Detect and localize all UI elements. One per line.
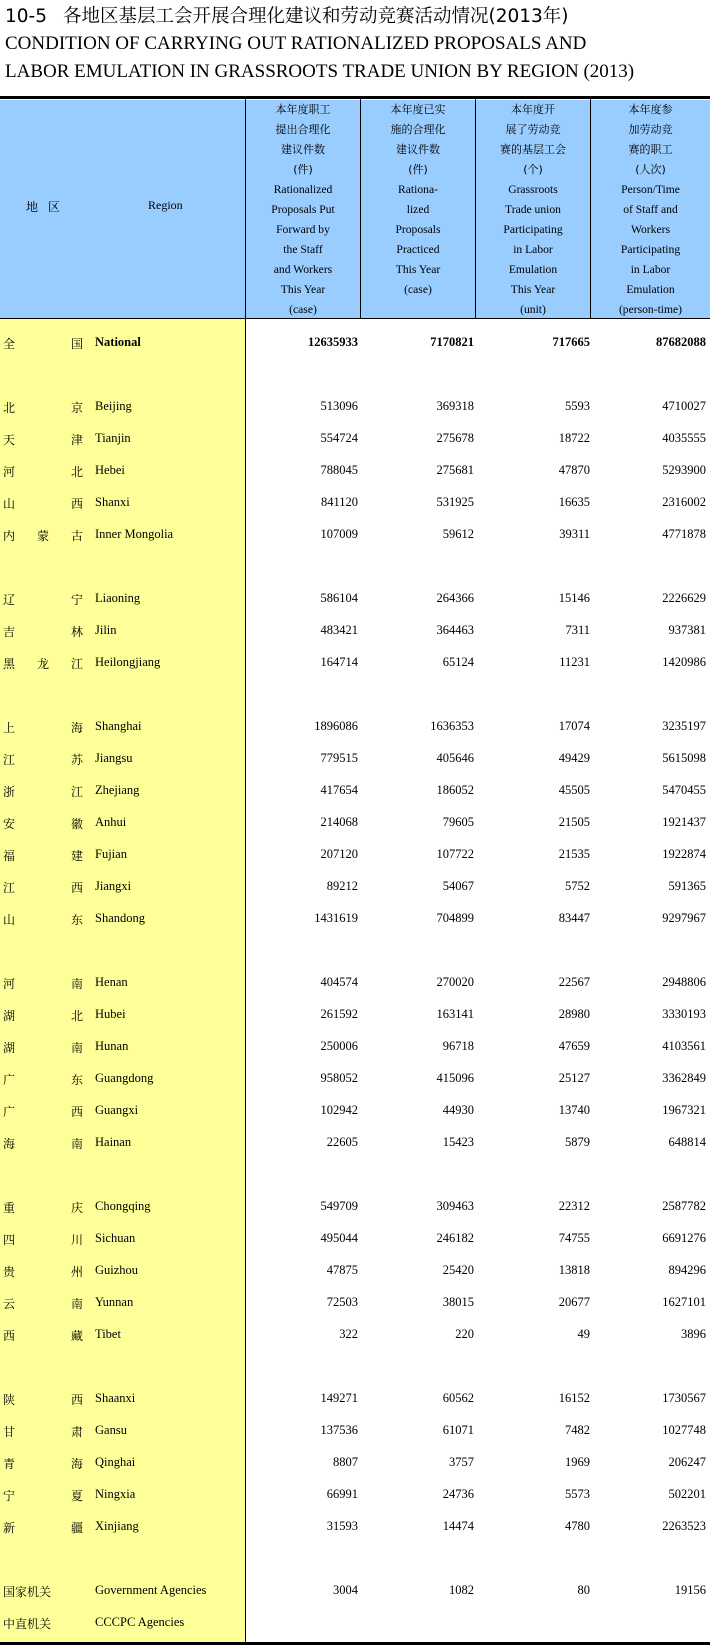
value-cell: 250006 [320, 1039, 358, 1053]
region-name-cn: 国 家 机 关 [3, 1585, 52, 1599]
value-cell: 21505 [558, 815, 590, 829]
header-col-en-line: in Labor [513, 243, 553, 256]
value-cell: 47875 [326, 1263, 358, 1277]
title-chinese-text: 各地区基层工会开展合理化建议和劳动竞赛活动情况(2013年) [63, 6, 569, 27]
value-cell: 54067 [442, 879, 474, 893]
value-cell: 4780 [565, 1519, 590, 1533]
table-row [0, 1224, 710, 1256]
value-cell: 19156 [674, 1583, 706, 1597]
value-cell: 1420986 [662, 655, 706, 669]
table-row [0, 744, 710, 776]
region-name-en: Tibet [95, 1327, 121, 1341]
value-cell: 5879 [565, 1135, 590, 1149]
header-col-en-line: Emulation [626, 283, 675, 296]
value-cell: 66991 [326, 1487, 358, 1501]
region-name-en: Guangdong [95, 1071, 154, 1085]
table-row [0, 1256, 710, 1288]
value-cell: 404574 [320, 975, 358, 989]
value-cell: 59612 [442, 527, 474, 541]
region-name-en: Hainan [95, 1135, 132, 1149]
value-cell: 16635 [558, 495, 590, 509]
value-cell: 49 [577, 1327, 590, 1341]
region-name-en: Heilongjiang [95, 655, 161, 669]
table-number: 10-5 [5, 6, 47, 27]
header-col-en-line: Proposals [395, 223, 441, 236]
value-cell: 4710027 [662, 399, 706, 413]
region-name-en: CCCPC Agencies [95, 1615, 185, 1629]
region-name-en: Hebei [95, 463, 125, 477]
region-name-cn: 海 南 [3, 1137, 83, 1151]
region-name-en: Xinjiang [95, 1519, 139, 1533]
table-row [0, 456, 710, 488]
value-cell: 87682088 [656, 335, 706, 349]
header-col-en-line: (case) [404, 283, 432, 296]
region-name-cn: 全 国 [3, 337, 83, 351]
value-cell: 1082 [449, 1583, 474, 1597]
region-name-en: Jiangsu [95, 751, 133, 765]
value-cell: 1636353 [430, 719, 474, 733]
value-cell: 3004 [333, 1583, 358, 1597]
value-cell: 45505 [558, 783, 590, 797]
region-name-cn: 山 西 [3, 497, 83, 511]
value-cell: 61071 [442, 1423, 474, 1437]
region-name-cn: 江 西 [3, 881, 83, 895]
column-divider [360, 96, 361, 318]
region-name-en: Shanghai [95, 719, 142, 733]
value-cell: 102942 [320, 1103, 358, 1117]
region-name-cn: 新 疆 [3, 1521, 83, 1535]
region-name-cn: 甘 肃 [3, 1425, 83, 1439]
region-name-cn: 湖 南 [3, 1041, 83, 1055]
value-cell: 15146 [558, 591, 590, 605]
region-name-cn: 辽 宁 [3, 593, 83, 607]
region-name-cn: 上 海 [3, 721, 83, 735]
header-col-en-line: Rationa- [398, 183, 438, 196]
table-row [0, 1288, 710, 1320]
value-cell: 483421 [320, 623, 358, 637]
value-cell: 220 [455, 1327, 474, 1341]
region-name-en: Jilin [95, 623, 117, 637]
table-row [0, 1000, 710, 1032]
value-cell: 495044 [320, 1231, 358, 1245]
table-row [0, 1128, 710, 1160]
region-name-en: Zhejiang [95, 783, 140, 797]
title-english-line-1: CONDITION OF CARRYING OUT RATIONALIZED PROPOSALS AND [5, 33, 587, 54]
value-cell: 11231 [559, 655, 590, 669]
value-cell: 246182 [436, 1231, 474, 1245]
table-row [0, 1448, 710, 1480]
region-name-en: Henan [95, 975, 128, 989]
value-cell: 2948806 [662, 975, 706, 989]
value-cell: 788045 [320, 463, 358, 477]
value-cell: 7170821 [430, 335, 474, 349]
value-cell: 25420 [442, 1263, 474, 1277]
value-cell: 1730567 [662, 1391, 706, 1405]
region-name-en: Guizhou [95, 1263, 139, 1277]
value-cell: 186052 [436, 783, 474, 797]
value-cell: 5615098 [662, 751, 706, 765]
region-name-en: Chongqing [95, 1199, 151, 1213]
value-cell: 1896086 [314, 719, 358, 733]
table-row [0, 840, 710, 872]
header-col-workers-participating [591, 100, 710, 318]
table-row [0, 424, 710, 456]
header-col-cn-line: (个) [523, 163, 543, 176]
value-cell: 39311 [559, 527, 590, 541]
value-cell: 841120 [320, 495, 358, 509]
value-cell: 72503 [326, 1295, 358, 1309]
title-english-line-2: LABOR EMULATION IN GRASSROOTS TRADE UNION BY REGION (2013) [5, 61, 635, 82]
region-name-cn: 安 徽 [3, 817, 83, 831]
value-cell: 4103561 [662, 1039, 706, 1053]
header-col-cn-line: 赛的职工 [628, 143, 673, 156]
value-cell: 937381 [668, 623, 706, 637]
header-col-en-line: Emulation [508, 263, 558, 276]
region-name-cn: 重 庆 [3, 1201, 83, 1215]
region-name-cn: 湖 北 [3, 1009, 83, 1023]
value-cell: 417654 [320, 783, 358, 797]
table-row [0, 1512, 710, 1544]
value-cell: 2316002 [662, 495, 706, 509]
value-cell: 137536 [320, 1423, 358, 1437]
header-col-cn-line: 本年度参 [628, 103, 673, 116]
value-cell: 4035555 [662, 431, 706, 445]
header-region-en: Region [148, 198, 183, 212]
value-cell: 958052 [320, 1071, 358, 1085]
region-name-cn: 中 直 机 关 [3, 1617, 52, 1631]
value-cell: 1921437 [662, 815, 706, 829]
value-cell: 591365 [668, 879, 706, 893]
value-cell: 3330193 [662, 1007, 706, 1021]
table-row [0, 1320, 710, 1352]
header-col-en-line: Trade union [505, 203, 561, 216]
table-row [0, 872, 710, 904]
region-name-en: Shaanxi [95, 1391, 136, 1405]
value-cell: 364463 [436, 623, 474, 637]
value-cell: 79605 [442, 815, 474, 829]
value-cell: 83447 [558, 911, 590, 925]
header-region-cn: 地区 [26, 200, 71, 214]
value-cell: 5593 [565, 399, 590, 413]
value-cell: 31593 [326, 1519, 358, 1533]
value-cell: 107009 [320, 527, 358, 541]
region-name-en: Inner Mongolia [95, 527, 174, 541]
header-col-en-line: Rationalized [273, 183, 333, 196]
value-cell: 3362849 [662, 1071, 706, 1085]
region-name-cn: 山 东 [3, 913, 83, 927]
value-cell: 1027748 [662, 1423, 706, 1437]
header-col-en-line: Proposals Put [271, 203, 335, 216]
region-name-en: Hunan [95, 1039, 129, 1053]
header-col-cn-line: 本年度已实 [390, 103, 446, 116]
value-cell: 2263523 [662, 1519, 706, 1533]
value-cell: 149271 [320, 1391, 358, 1405]
value-cell: 264366 [436, 591, 474, 605]
value-cell: 1627101 [662, 1295, 706, 1309]
value-cell: 13740 [558, 1103, 590, 1117]
region-name-en: Fujian [95, 847, 127, 861]
table-row [0, 712, 710, 744]
header-col-en-line: (case) [289, 303, 317, 316]
value-cell: 513096 [320, 399, 358, 413]
table-row [0, 1384, 710, 1416]
header-col-proposals-practiced [361, 100, 475, 318]
value-cell: 8807 [333, 1455, 358, 1469]
header-col-en-line: (person-time) [618, 303, 683, 316]
region-name-en: Sichuan [95, 1231, 136, 1245]
header-col-cn-line: (件) [408, 163, 428, 176]
value-cell: 531925 [436, 495, 474, 509]
region-name-en: Government Agencies [95, 1583, 207, 1597]
value-cell: 14474 [442, 1519, 474, 1533]
value-cell: 28980 [558, 1007, 590, 1021]
value-cell: 1967321 [662, 1103, 706, 1117]
header-col-en-line: Forward by [276, 223, 330, 236]
value-cell: 21535 [558, 847, 590, 861]
header-col-grassroots-unions [476, 100, 590, 318]
column-divider [590, 96, 591, 318]
table-row [0, 1032, 710, 1064]
value-cell: 4771878 [662, 527, 706, 541]
header-col-cn-line: 建议件数 [281, 143, 325, 156]
header-col-en-line: Participating [620, 243, 681, 256]
region-name-cn: 江 苏 [3, 753, 83, 767]
value-cell: 309463 [436, 1199, 474, 1213]
header-col-cn-line: 提出合理化 [275, 123, 331, 136]
value-cell: 96718 [442, 1039, 474, 1053]
header-col-cn-line: (人次) [635, 163, 666, 176]
region-name-cn: 西 藏 [3, 1329, 83, 1343]
region-name-en: Qinghai [95, 1455, 136, 1469]
value-cell: 80 [577, 1583, 590, 1597]
value-cell: 49429 [558, 751, 590, 765]
value-cell: 704899 [436, 911, 474, 925]
value-cell: 74755 [558, 1231, 590, 1245]
value-cell: 18722 [558, 431, 590, 445]
value-cell: 549709 [320, 1199, 358, 1213]
value-cell: 322 [339, 1327, 358, 1341]
value-cell: 2587782 [662, 1199, 706, 1213]
value-cell: 2226629 [662, 591, 706, 605]
value-cell: 47659 [558, 1039, 590, 1053]
value-cell: 779515 [320, 751, 358, 765]
value-cell: 44930 [442, 1103, 474, 1117]
header-col-cn-line: 展了劳动竞 [505, 123, 561, 136]
region-name-en: Jiangxi [95, 879, 132, 893]
value-cell: 89212 [326, 879, 358, 893]
table-row [0, 392, 710, 424]
value-cell: 20677 [558, 1295, 590, 1309]
column-divider [475, 96, 476, 318]
value-cell: 1431619 [314, 911, 358, 925]
region-name-cn: 贵 州 [3, 1265, 83, 1279]
region-name-cn: 四 川 [3, 1233, 83, 1247]
region-name-en: Shandong [95, 911, 145, 925]
region-name-en: Yunnan [95, 1295, 134, 1309]
region-name-cn: 陕 西 [3, 1393, 83, 1407]
header-col-en-line: of Staff and [623, 203, 678, 216]
value-cell: 5573 [565, 1487, 590, 1501]
region-name-cn: 北 京 [3, 401, 83, 415]
header-col-en-line: This Year [280, 283, 326, 296]
value-cell: 270020 [436, 975, 474, 989]
value-cell: 3235197 [662, 719, 706, 733]
header-col-en-line: and Workers [273, 263, 333, 276]
value-cell: 22312 [558, 1199, 590, 1213]
value-cell: 22567 [558, 975, 590, 989]
value-cell: 47870 [558, 463, 590, 477]
value-cell: 65124 [442, 655, 474, 669]
value-cell: 6691276 [662, 1231, 706, 1245]
region-name-en: Hubei [95, 1007, 126, 1021]
table-row [0, 648, 710, 680]
value-cell: 206247 [668, 1455, 706, 1469]
value-cell: 60562 [442, 1391, 474, 1405]
value-cell: 17074 [558, 719, 590, 733]
region-name-en: Tianjin [95, 431, 131, 445]
header-col-en-line: Participating [503, 223, 563, 236]
header-col-en-line: Grassroots [508, 183, 558, 196]
table-header [0, 100, 710, 318]
value-cell: 275678 [436, 431, 474, 445]
table-row [0, 808, 710, 840]
value-cell: 25127 [558, 1071, 590, 1085]
value-cell: 261592 [320, 1007, 358, 1021]
region-name-en: Ningxia [95, 1487, 136, 1501]
header-col-cn-line: 施的合理化 [390, 123, 446, 136]
value-cell: 22605 [326, 1135, 358, 1149]
region-name-cn: 黑 龙 江 [3, 657, 83, 671]
value-cell: 15423 [442, 1135, 474, 1149]
title-chinese [5, 3, 705, 30]
header-col-en-line: Workers [631, 223, 670, 236]
table-row [0, 776, 710, 808]
value-cell: 415096 [436, 1071, 474, 1085]
table-row [0, 1576, 710, 1608]
value-cell: 894296 [668, 1263, 706, 1277]
header-col-en-line: in Labor [630, 263, 671, 276]
header-col-cn-line: 建议件数 [396, 143, 440, 156]
table-row [0, 1416, 710, 1448]
value-cell: 214068 [320, 815, 358, 829]
region-name-cn: 河 南 [3, 977, 83, 991]
table-row [0, 1096, 710, 1128]
region-name-cn: 福 建 [3, 849, 83, 863]
region-name-en: Beijing [95, 399, 132, 413]
value-cell: 107722 [436, 847, 474, 861]
value-cell: 1969 [565, 1455, 590, 1469]
header-col-en-line: (unit) [520, 303, 546, 316]
region-name-cn: 云 南 [3, 1297, 83, 1311]
value-cell: 502201 [668, 1487, 706, 1501]
value-cell: 12635933 [308, 335, 358, 349]
header-col-cn-line: 加劳动竞 [628, 123, 673, 136]
header-col-proposals-put-forward [246, 100, 360, 318]
region-name-cn: 广 西 [3, 1105, 83, 1119]
table-row [0, 488, 710, 520]
value-cell: 164714 [320, 655, 358, 669]
value-cell: 717665 [552, 335, 590, 349]
value-cell: 5470455 [662, 783, 706, 797]
header-col-en-line: This Year [395, 263, 441, 276]
region-name-en: Anhui [95, 815, 127, 829]
value-cell: 5752 [565, 879, 590, 893]
value-cell: 163141 [436, 1007, 474, 1021]
header-col-en-line: Practiced [396, 243, 440, 256]
table-row [0, 968, 710, 1000]
table-title [5, 3, 705, 86]
header-col-en-line: lized [406, 203, 430, 216]
header-col-en-line: Person/Time [621, 183, 680, 196]
table-row [0, 520, 710, 552]
table-bottom-rule [0, 1642, 710, 1645]
value-cell: 9297967 [662, 911, 706, 925]
value-cell: 3757 [449, 1455, 474, 1469]
header-col-en-line: the Staff [283, 243, 323, 256]
value-cell: 586104 [320, 591, 358, 605]
table-row [0, 584, 710, 616]
header-col-cn-line: 本年度开 [511, 103, 555, 116]
region-name-cn: 天 津 [3, 433, 83, 447]
value-cell: 13818 [558, 1263, 590, 1277]
value-cell: 554724 [320, 431, 358, 445]
region-name-cn: 河 北 [3, 465, 83, 479]
value-cell: 38015 [442, 1295, 474, 1309]
value-cell: 7311 [565, 623, 590, 637]
table-row [0, 1192, 710, 1224]
value-cell: 207120 [320, 847, 358, 861]
header-col-cn-line: 本年度职工 [275, 103, 331, 116]
value-cell: 3896 [681, 1327, 706, 1341]
value-cell: 405646 [436, 751, 474, 765]
region-name-cn: 吉 林 [3, 625, 83, 639]
region-name-en: Gansu [95, 1423, 127, 1437]
region-name-cn: 青 海 [3, 1457, 83, 1471]
region-name-en: Guangxi [95, 1103, 139, 1117]
region-name-en: Liaoning [95, 591, 141, 605]
table-top-rule [0, 96, 710, 99]
table-row [0, 328, 710, 360]
header-col-cn-line: (件) [293, 163, 313, 176]
value-cell: 648814 [668, 1135, 706, 1149]
value-cell: 7482 [565, 1423, 590, 1437]
region-name-cn: 内 蒙 古 [3, 529, 83, 543]
table-row [0, 1608, 710, 1640]
value-cell: 275681 [436, 463, 474, 477]
value-cell: 16152 [558, 1391, 590, 1405]
value-cell: 369318 [436, 399, 474, 413]
region-name-cn: 广 东 [3, 1073, 83, 1087]
table-row [0, 1480, 710, 1512]
column-divider [245, 96, 246, 1644]
value-cell: 5293900 [662, 463, 706, 477]
table-row [0, 1064, 710, 1096]
header-col-en-line: This Year [510, 283, 556, 296]
region-name-cn: 宁 夏 [3, 1489, 83, 1503]
header-col-cn-line: 赛的基层工会 [500, 143, 566, 156]
region-name-cn: 浙 江 [3, 785, 83, 799]
table-row [0, 616, 710, 648]
value-cell: 1922874 [662, 847, 706, 861]
table-row [0, 904, 710, 936]
value-cell: 24736 [442, 1487, 474, 1501]
region-name-en: National [95, 335, 141, 349]
region-name-en: Shanxi [95, 495, 130, 509]
